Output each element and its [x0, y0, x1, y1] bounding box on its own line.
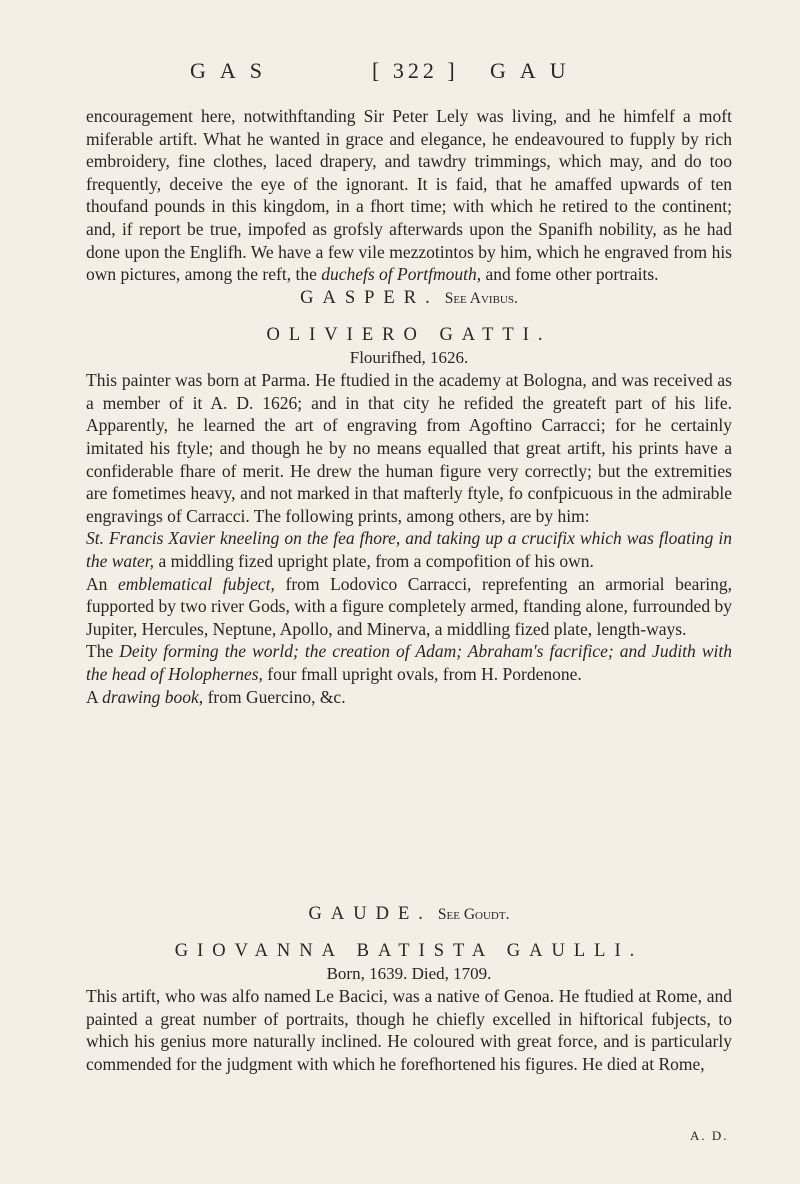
- paragraph: This painter was born at Parma. He ftudied in the academy at Bologna, and was received as a member of it A. D. 1626; and in that city he refided the greateft part of his life. Apparently, he learned the art of engraving from Agoftino Carracci; for he certainly imitated his ftyle; and though he by no means equalled that great artift, his prints have a confiderable fhare of merit. He drew the human figure very correctly; but the extremities are fometimes heavy, and not marked in that mafterly ftyle, fo confpicuous in the admirable engravings of Carracci. The following prints, among others, are by him:: [86, 370, 732, 526]
- entry-gasper: [86, 287, 732, 311]
- cross-reference: See Avibus.: [444, 290, 518, 307]
- header-right: GAU: [490, 58, 580, 83]
- entry-name: GASPER.: [300, 288, 439, 308]
- entry-gaude: [86, 903, 732, 927]
- paragraph: An emblematical fubject, from Lodovico Carracci, reprefenting an armorial bearing, fupported by two river Gods, with a figure completely armed, ftanding alone, furrounded by Jupiter, Hercules, Neptune, Apollo, and Minerva, a middling fized plate, length-ways.: [86, 573, 733, 639]
- page-number: [ 322 ]: [372, 58, 459, 83]
- paragraph-continued: encouragement here, notwithftanding Sir Peter Lely was living, and he himfelf a moft miferable artift. What he wanted in grace and elegance, he endeavoured to fupply by rich embroidery, fine clothes, laced drapery, and tawdry trimmings, which may, and do too frequently, deceive the eye of the ignorant. It is faid, that he amaffed upwards of ten thoufand pounds in this kingdom, in a fhort time; with which he retired to the continent; and, if report be true, impofed as grofsly afterwards upon the Spanifh nobility, as he had done upon the Englifh. We have a few vile mezzotintos by him, which he engraved from his own pictures, among the reft, the duchefs of Portfmouth, and fome other portraits.: [86, 106, 732, 285]
- entry-gatti: [86, 324, 732, 708]
- entry-name: GAUDE.: [308, 904, 432, 924]
- entry-dates: Flourifhed, 1626.: [349, 347, 469, 367]
- paragraph: A drawing book, from Guercino, &c.: [86, 686, 346, 707]
- paragraph: This artift, who was alfo named Le Bacici, was a native of Genoa. He ftudied at Rome, and painted a great number of portraits, though he chiefly excelled in hiftorical fubjects, to which his genius more naturally inclined. He coloured with great force, and is particularly commended for the judgment with which he forefhortened his figures. He died at Rome,: [86, 986, 732, 1074]
- header-left: GAS: [190, 58, 277, 83]
- paragraph: St. Francis Xavier kneeling on the fea fhore, and taking up a crucifix which was floating in the water, a middling fized upright plate, from a compofition of his own.: [86, 528, 732, 571]
- entry-dates: Born, 1639. Died, 1709.: [326, 963, 492, 983]
- entry-gaulli: [86, 940, 732, 1076]
- entry-name: OLIVIERO GATTI.: [266, 325, 552, 345]
- cross-reference: See Goudt.: [437, 906, 510, 923]
- text-block-1: [86, 105, 732, 286]
- entry-name: GIOVANNA BATISTA GAULLI.: [174, 941, 644, 961]
- running-header: [0, 58, 800, 92]
- catchword: A. D.: [690, 1128, 729, 1143]
- paragraph: The Deity forming the world; the creation of Adam; Abraham's facrifice; and Judith with the head of Holophernes, four fmall upright ovals, from H. Pordenone.: [86, 641, 732, 684]
